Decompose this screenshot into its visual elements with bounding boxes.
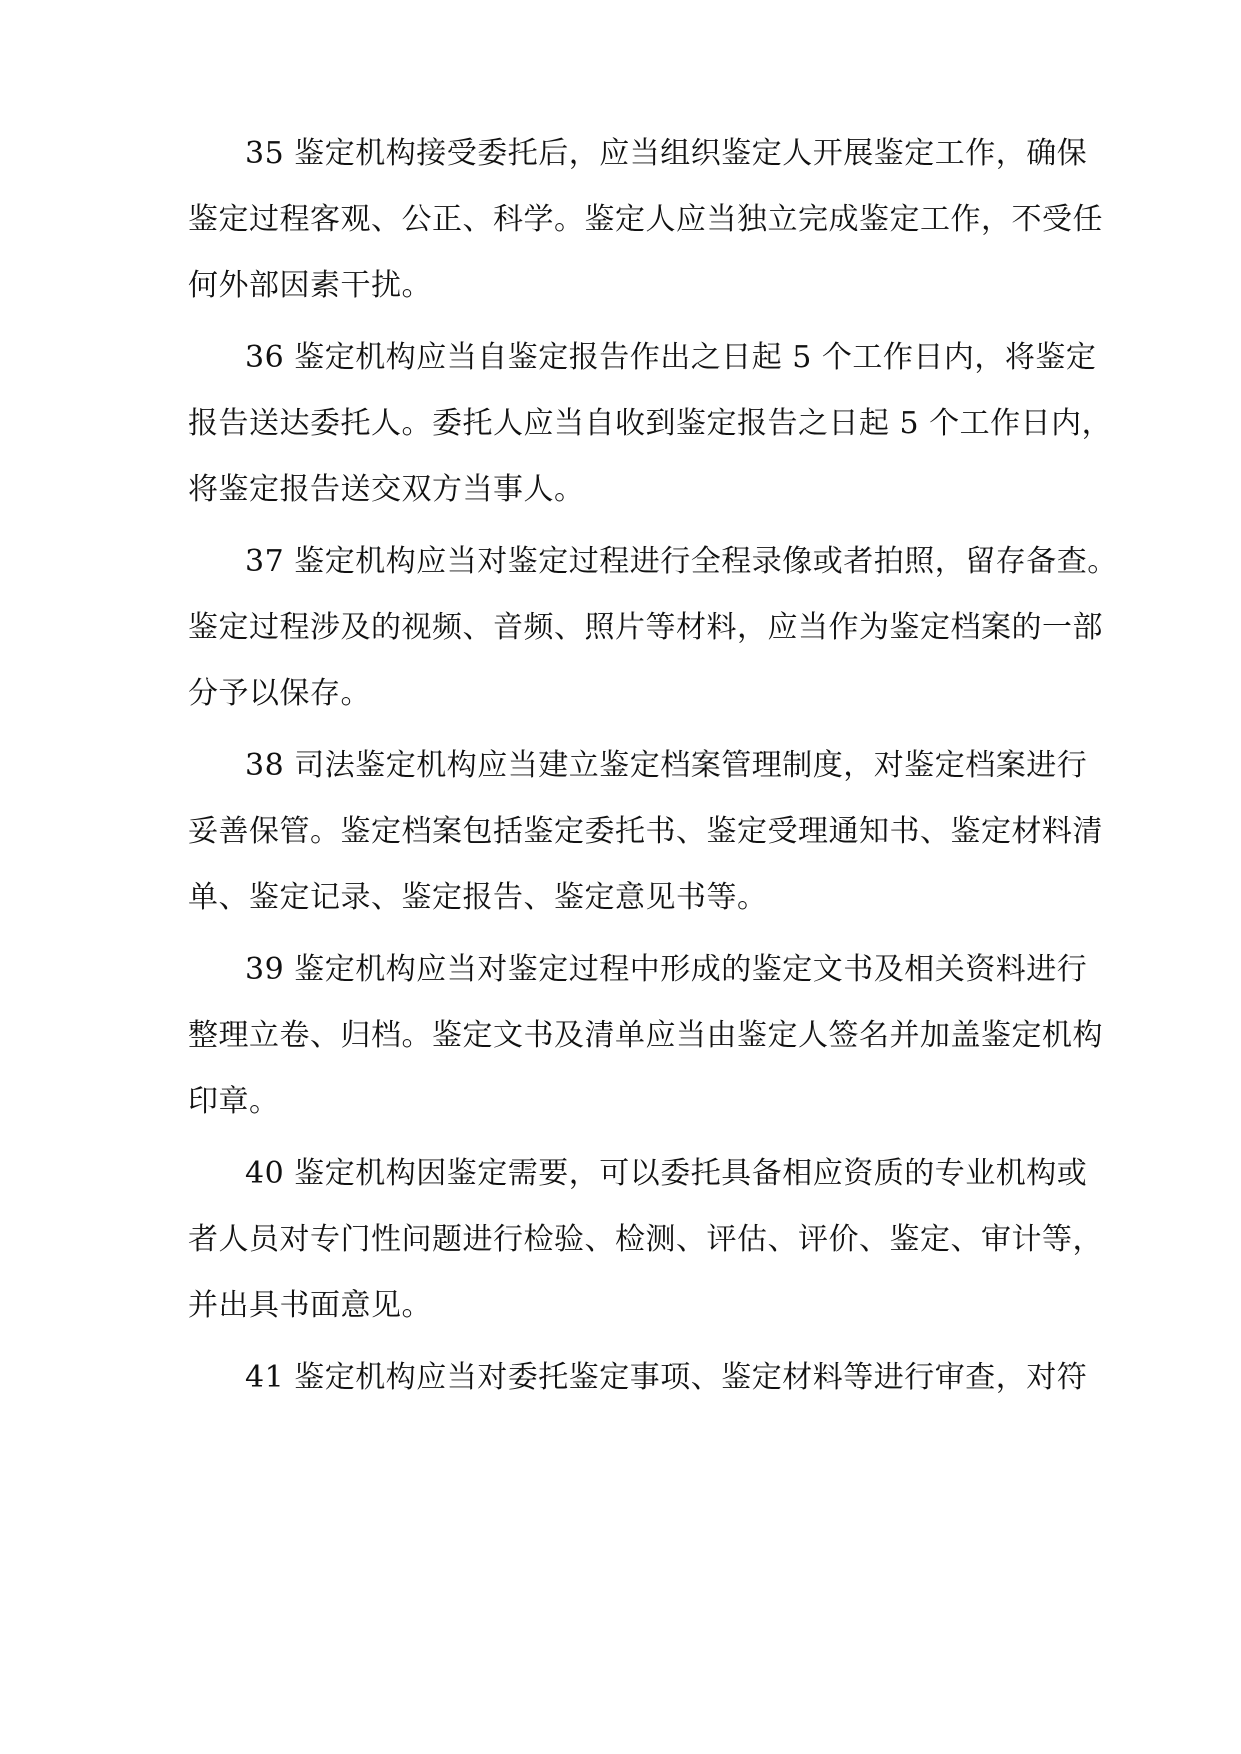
paragraph-36-line-1: 36 鉴定机构应当自鉴定报告作出之日起 5 个工作日内，将鉴定 (245, 340, 1097, 375)
paragraph-35-line-2: 鉴定过程客观、公正、科学。鉴定人应当独立完成鉴定工作，不受任 (188, 202, 1103, 237)
paragraph-39-line-3: 印章。 (188, 1084, 280, 1119)
paragraph-40-line-2: 者人员对专门性问题进行检验、检测、评估、评价、鉴定、审计等， (188, 1222, 1103, 1257)
paragraph-39-line-1: 39 鉴定机构应当对鉴定过程中形成的鉴定文书及相关资料进行 (245, 952, 1088, 987)
paragraph-37-line-1: 37 鉴定机构应当对鉴定过程进行全程录像或者拍照，留存备查。 (245, 544, 1118, 579)
paragraph-37-line-2: 鉴定过程涉及的视频、音频、照片等材料，应当作为鉴定档案的一部 (188, 610, 1103, 645)
paragraph-38-line-1: 38 司法鉴定机构应当建立鉴定档案管理制度，对鉴定档案进行 (245, 748, 1088, 783)
paragraph-37-line-3: 分予以保存。 (188, 676, 371, 711)
paragraph-39-line-2: 整理立卷、归档。鉴定文书及清单应当由鉴定人签名并加盖鉴定机构 (188, 1018, 1103, 1053)
paragraph-40-line-3: 并出具书面意见。 (188, 1288, 432, 1323)
paragraph-36-line-3: 将鉴定报告送交双方当事人。 (188, 472, 585, 507)
paragraph-40-line-1: 40 鉴定机构因鉴定需要，可以委托具备相应资质的专业机构或 (245, 1156, 1088, 1191)
paragraph-35-line-1: 35 鉴定机构接受委托后，应当组织鉴定人开展鉴定工作，确保 (245, 136, 1088, 171)
paragraph-38-line-3: 单、鉴定记录、鉴定报告、鉴定意见书等。 (188, 880, 768, 915)
paragraph-38-line-2: 妥善保管。鉴定档案包括鉴定委托书、鉴定受理通知书、鉴定材料清 (188, 814, 1103, 849)
paragraph-41-line-1: 41 鉴定机构应当对委托鉴定事项、鉴定材料等进行审查，对符 (245, 1360, 1088, 1395)
paragraph-35-line-3: 何外部因素干扰。 (188, 268, 432, 303)
paragraph-36-line-2: 报告送达委托人。委托人应当自收到鉴定报告之日起 5 个工作日内， (188, 406, 1113, 441)
